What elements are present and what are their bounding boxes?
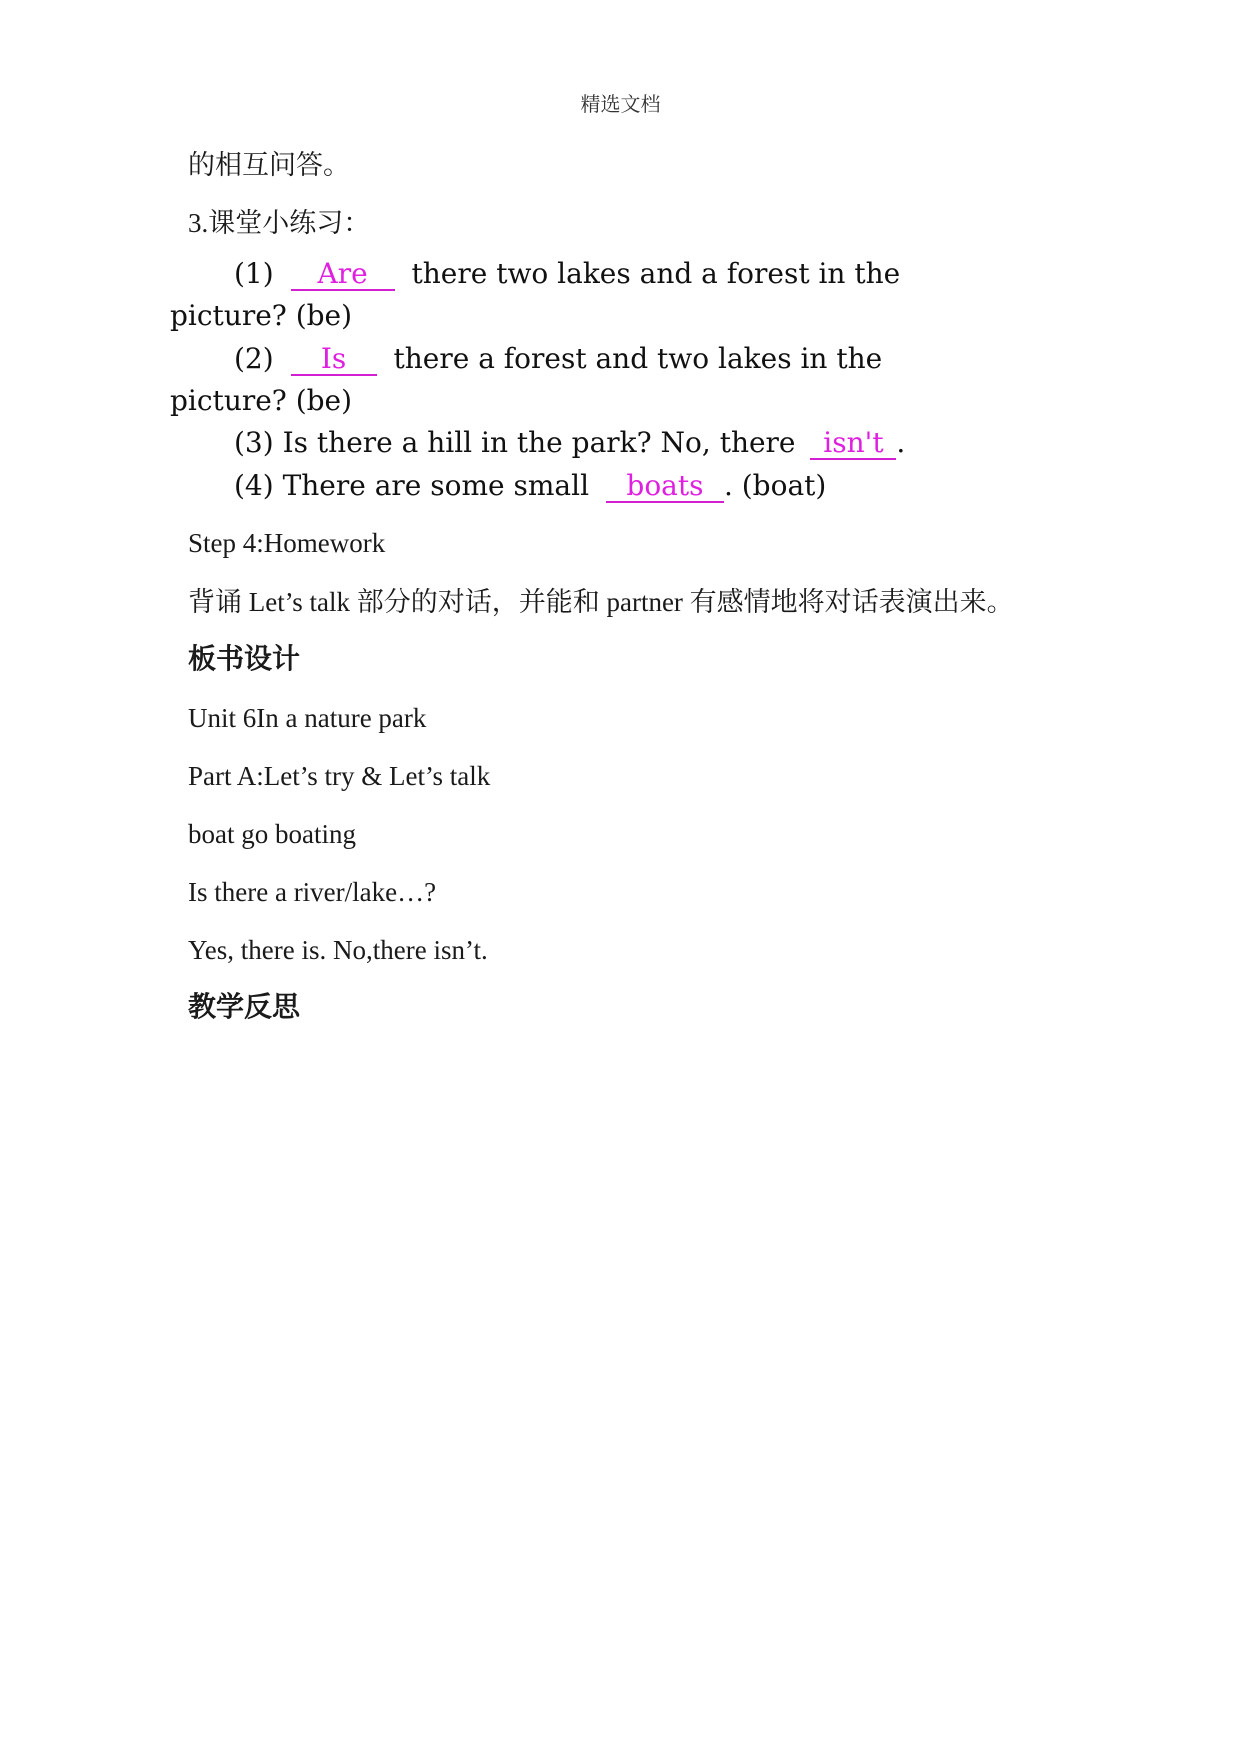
practice-title: 3.课堂小练习：: [188, 208, 371, 238]
homework-title: Step 4:Homework: [188, 528, 386, 558]
exercise-2-continuation: picture? (be): [170, 384, 353, 417]
board-line: Part A:Let’s try & Let’s talk: [188, 761, 491, 791]
exercise-text: There are some small: [282, 469, 590, 502]
board-line: boat go boating: [188, 819, 356, 849]
board-heading: 板书设计: [188, 644, 301, 675]
homework-text: 背诵 Let’s talk 部分的对话，并能和 partner 有感情地将对话表演出来。: [188, 587, 1014, 617]
exercise-text: there two lakes and a forest in the: [411, 257, 901, 290]
exercise-1: [234, 256, 900, 292]
answer-blank: Are: [291, 259, 395, 291]
exercise-text: there a forest and two lakes in the: [393, 342, 883, 375]
answer-blank: boats: [606, 471, 724, 503]
board-line: Yes, there is. No,there isn’t.: [188, 935, 488, 965]
exercise-3: [234, 425, 905, 461]
exercise-number: (3): [234, 426, 274, 459]
answer-blank: Is: [291, 344, 377, 376]
exercise-suffix: . (boat): [723, 469, 827, 502]
exercise-text: Is there a hill in the park? No, there: [282, 426, 796, 459]
exercise-number: (1): [234, 257, 274, 290]
exercise-4: [234, 468, 826, 504]
exercise-number: (4): [234, 469, 274, 502]
exercise-1-continuation: picture? (be): [170, 299, 353, 332]
page-header: 精选文档: [580, 94, 661, 116]
board-line: Unit 6In a nature park: [188, 703, 427, 733]
board-line: Is there a river/lake…?: [188, 877, 437, 907]
reflection-heading: 教学反思: [188, 992, 301, 1023]
exercise-number: (2): [234, 342, 274, 375]
exercise-suffix: .: [896, 426, 906, 459]
answer-blank: isn't: [810, 428, 896, 460]
intro-text: 的相互问答。: [188, 150, 350, 180]
exercise-2: [234, 341, 882, 377]
